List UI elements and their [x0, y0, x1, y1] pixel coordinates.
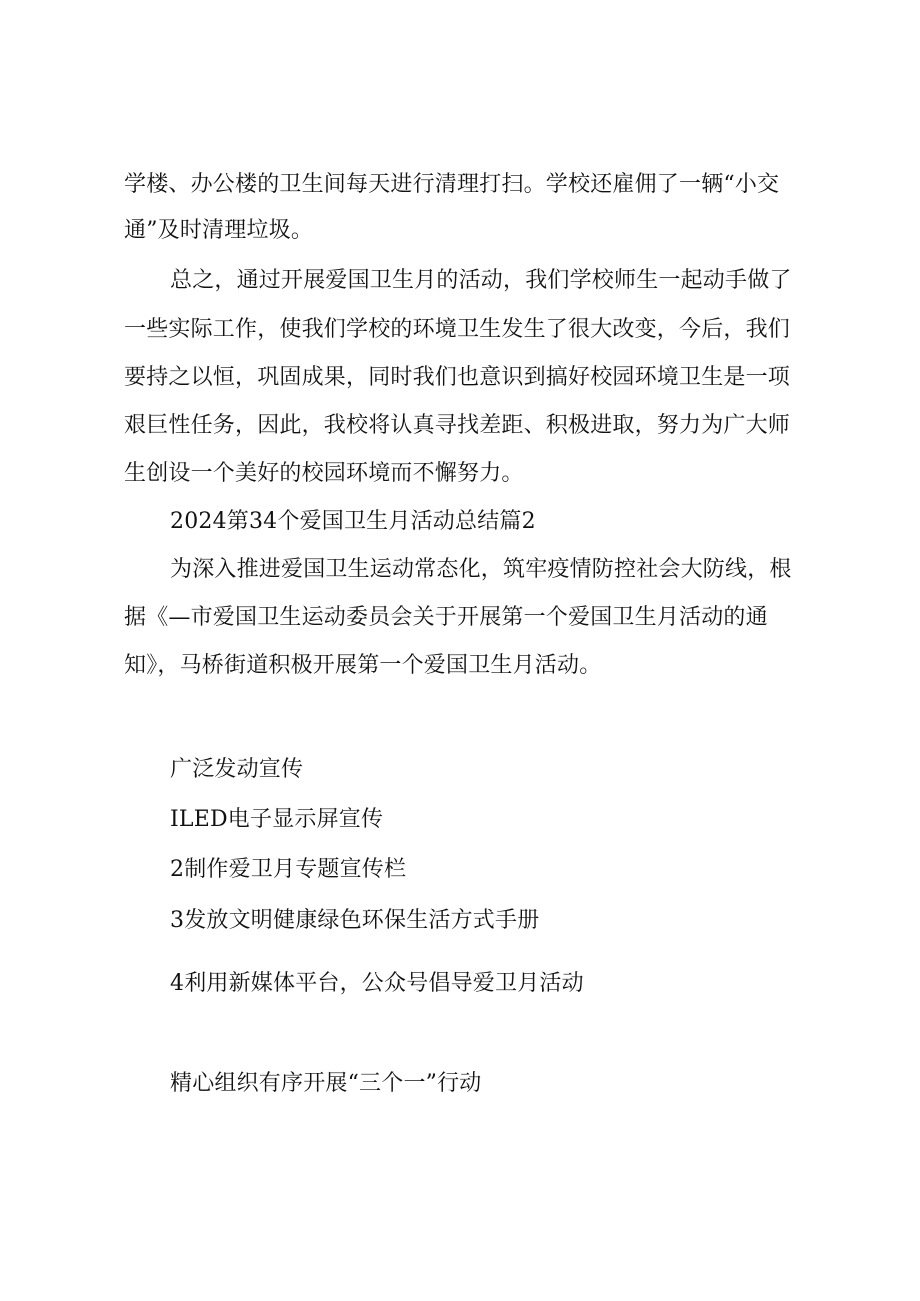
list-item: 2制作爱卫月专题宣传栏	[170, 857, 407, 882]
paragraph-3-line-3: 知》，马桥街道积极开展第一个爱国卫生月活动。	[124, 653, 602, 678]
subsection-title-publicity: 广泛发动宣传	[170, 757, 304, 782]
paragraph-3-line-1: 为深入推进爱国卫生运动常态化，筑牢疫情防控社会大防线，根	[170, 557, 792, 582]
paragraph-2-line-1: 总之，通过开展爱国卫生月的活动，我们学校师生一起动手做了	[170, 268, 792, 293]
paragraph-1-line-1: 学楼、办公楼的卫生间每天进行清理打扫。学校还雇佣了一辆“小交	[124, 172, 780, 197]
list-item: ILED电子显示屏宣传	[170, 807, 384, 832]
subsection-title-actions: 精心组织有序开展“三个一”行动	[170, 1071, 482, 1096]
paragraph-2-line-5: 生创设一个美好的校园环境而不懈努力。	[124, 461, 524, 486]
section-heading: 2024第34个爱国卫生月活动总结篇2	[170, 509, 536, 534]
list-item: 4利用新媒体平台，公众号倡导爱卫月活动	[170, 971, 584, 996]
paragraph-3-line-2: 据《—市爱国卫生运动委员会关于开展第一个爱国卫生月活动的通	[124, 605, 768, 630]
paragraph-2-line-3: 要持之以恒，巩固成果，同时我们也意识到搞好校园环境卫生是一项	[124, 365, 791, 390]
paragraph-1-line-2: 通”及时清理垃圾。	[124, 218, 314, 243]
paragraph-2-line-4: 艰巨性任务，因此，我校将认真寻找差距、积极进取，努力为广大师	[124, 413, 791, 438]
paragraph-2-line-2: 一些实际工作，使我们学校的环境卫生发生了很大改变，今后，我们	[124, 317, 791, 342]
list-item: 3发放文明健康绿色环保生活方式手册	[170, 908, 540, 933]
